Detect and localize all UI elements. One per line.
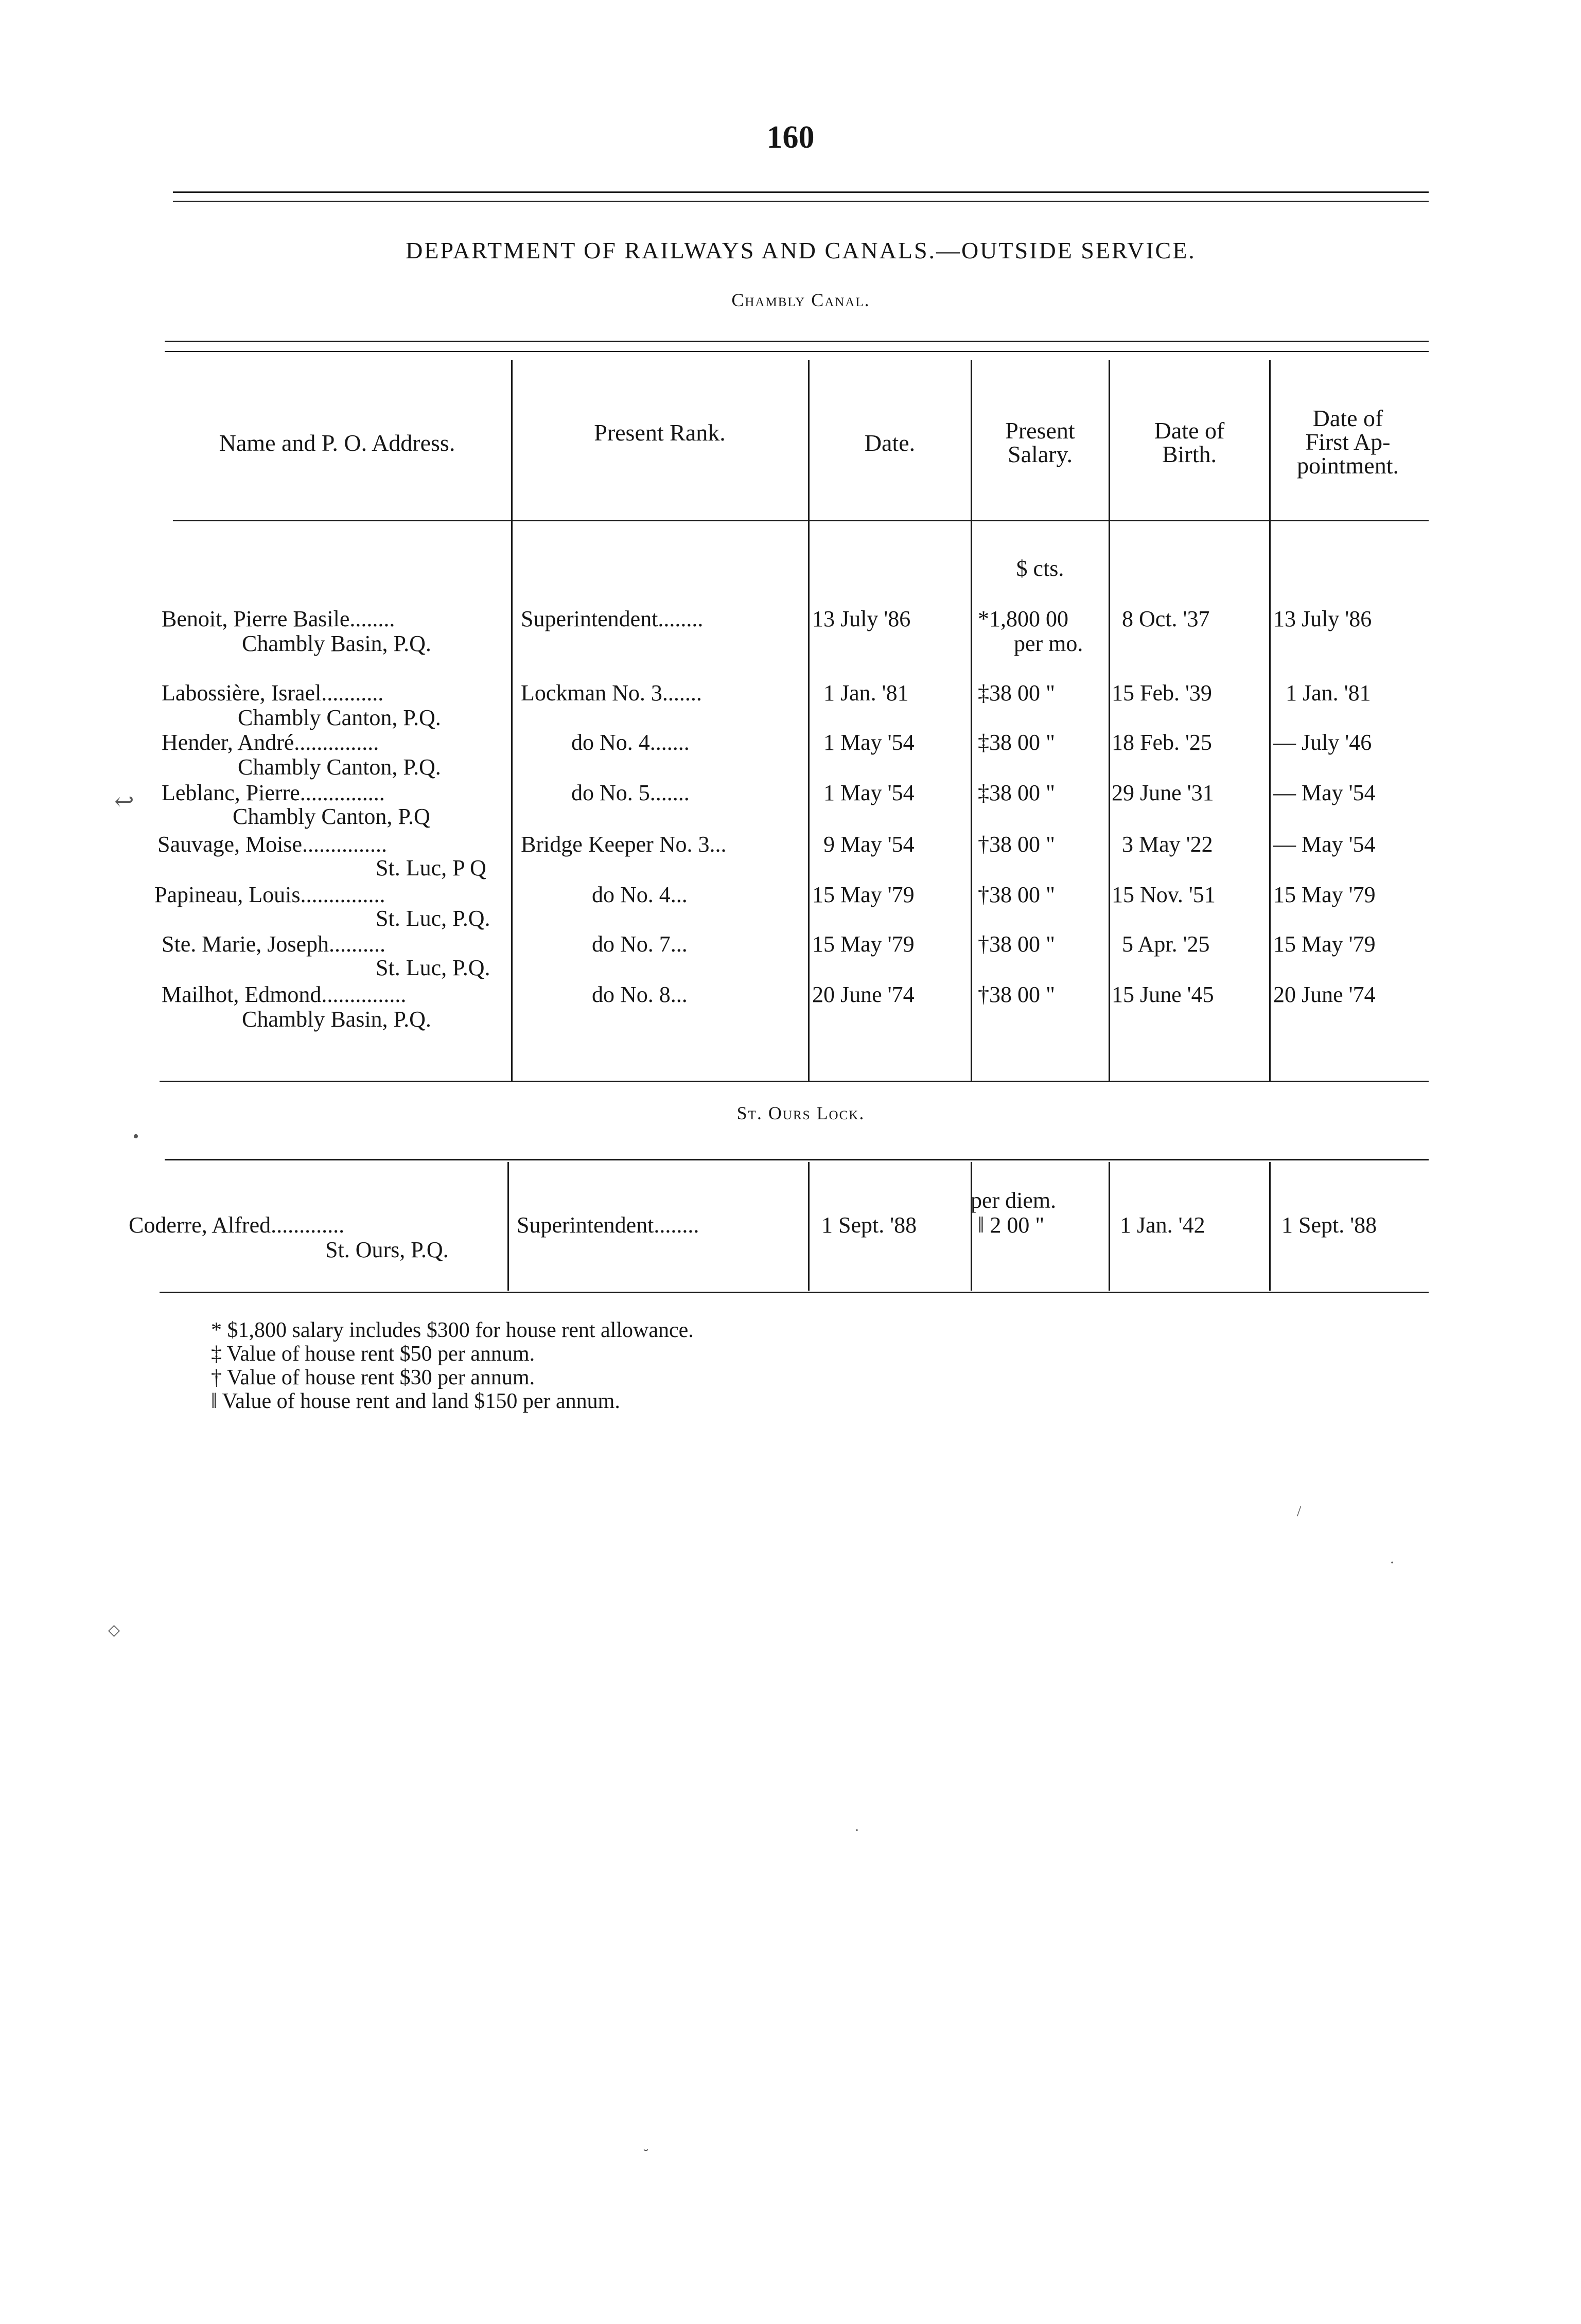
employee-address: Chambly Canton, P.Q. [238,754,441,780]
col-divider-2 [808,360,810,1081]
employee-name: Hender, André............... [162,730,379,755]
header-present-salary [972,419,1108,466]
employee-address: Chambly Canton, P.Q. [238,705,441,730]
present-rank: do No. 8... [592,982,688,1007]
present-salary: †38 00 " [978,882,1055,907]
header-present-salary-line-1: Present [1005,417,1075,444]
date-of-birth: 15 Nov. '51 [1112,882,1216,907]
top-rule-thin [173,201,1429,202]
present-salary: ‡38 00 " [978,680,1055,706]
salary-units: $ cts. [1016,556,1064,581]
present-salary: ‡38 00 " [978,780,1055,805]
scan-speck: · [1390,1554,1395,1571]
header-first-appointment-line-2: First Ap- [1305,429,1391,455]
date-of-birth: 15 Feb. '39 [1112,680,1212,706]
rank-date: 1 Jan. '81 [823,680,909,706]
footnote: ‡ Value of house rent $50 per annum. [211,1342,535,1366]
section-title-st-ours: St. Ours Lock. [736,1103,865,1123]
present-rank: Superintendent........ [521,606,704,631]
employee-address: Chambly Basin, P.Q. [242,1007,431,1032]
salary-note: per mo. [1014,631,1083,656]
scan-speck: • [133,1127,139,1146]
first-appointment: — July '46 [1273,730,1372,755]
header-first-appointment-line-3: pointment. [1296,452,1399,479]
header-present-salary-line-2: Salary. [1007,441,1073,467]
page-number: 160 [766,120,815,155]
present-salary: *1,800 00 [978,606,1068,631]
header-date-of-birth-line-2: Birth. [1162,441,1217,467]
employee-name: Ste. Marie, Joseph.......... [162,931,386,957]
employee-name: Benoit, Pierre Basile........ [162,606,395,631]
salary-note: per diem. [971,1188,1057,1213]
present-salary: ‡38 00 " [978,730,1055,755]
scan-speck: ◇ [108,1622,120,1639]
present-salary: †38 00 " [978,832,1055,857]
rank-date: 1 May '54 [823,780,915,805]
present-salary: †38 00 " [978,982,1055,1007]
header-first-appointment [1271,407,1425,478]
section-divider-rule [160,1081,1429,1082]
header-date-of-birth [1110,419,1269,466]
scan-mark: ↩ [114,788,134,815]
present-rank: Superintendent........ [517,1212,699,1238]
footnote: * $1,800 salary includes $300 for house rent allowance. [211,1318,694,1342]
st-ours-col-divider-2 [808,1162,810,1291]
present-rank: Lockman No. 3....... [521,680,702,706]
section-title-chambly: Chambly Canal. [731,290,870,310]
employee-address: St. Luc, P.Q. [376,906,490,931]
table-bottom-rule [160,1292,1429,1293]
footnotes [211,1318,694,1413]
date-of-birth: 29 June '31 [1112,780,1214,805]
first-appointment: 15 May '79 [1273,931,1376,957]
st-ours-col-divider-4 [1109,1162,1110,1291]
scan-speck: ˘ [643,2146,648,2163]
date-of-birth: 1 Jan. '42 [1120,1212,1205,1238]
first-appointment: — May '54 [1273,780,1376,805]
scan-speck: · [854,1822,859,1839]
st-ours-top-rule [165,1159,1429,1160]
header-date-of-birth-line-1: Date of [1154,417,1225,444]
date-of-birth: 8 Oct. '37 [1122,606,1210,631]
employee-address: St. Luc, P Q [376,855,486,881]
col-divider-4 [1109,360,1110,1081]
first-appointment: 15 May '79 [1273,882,1376,907]
st-ours-col-divider-3 [971,1162,972,1291]
rank-date: 1 May '54 [823,730,915,755]
rank-date: 20 June '74 [812,982,915,1007]
present-salary: ‖ 2 00 " [978,1212,1045,1238]
employee-name: Labossière, Israel........... [162,680,384,706]
present-rank: Bridge Keeper No. 3... [521,832,727,857]
header-first-appointment-line-1: Date of [1312,405,1383,431]
employee-name: Mailhot, Edmond............... [162,982,407,1007]
first-appointment: 1 Sept. '88 [1281,1212,1377,1238]
date-of-birth: 3 May '22 [1122,832,1213,857]
st-ours-col-divider-1 [507,1162,509,1291]
footnote: ‖ Value of house rent and land $150 per annum. [211,1389,620,1413]
employee-name: Sauvage, Moise............... [157,832,388,857]
present-rank: do No. 4... [592,882,688,907]
header-name-address: Name and P. O. Address. [219,430,455,456]
employee-address: St. Luc, P.Q. [376,955,490,980]
table-top-rule-thin [165,351,1429,352]
date-of-birth: 5 Apr. '25 [1122,931,1210,957]
rank-date: 13 July '86 [812,606,911,631]
first-appointment: — May '54 [1273,832,1376,857]
date-of-birth: 18 Feb. '25 [1112,730,1212,755]
employee-name: Coderre, Alfred............. [129,1212,345,1238]
rank-date: 15 May '79 [812,882,915,907]
date-of-birth: 15 June '45 [1112,982,1214,1007]
table-top-rule [165,341,1429,342]
employee-address: Chambly Basin, P.Q. [242,631,431,656]
employee-address: Chambly Canton, P.Q [233,804,430,829]
rank-date: 9 May '54 [823,832,915,857]
department-title: DEPARTMENT OF RAILWAYS AND CANALS.—OUTSIDE SERVICE. [406,237,1196,263]
st-ours-col-divider-5 [1269,1162,1271,1291]
col-divider-1 [511,360,513,1081]
footnote: † Value of house rent $30 per annum. [211,1366,535,1389]
first-appointment: 20 June '74 [1273,982,1376,1007]
rank-date: 15 May '79 [812,931,915,957]
present-salary: †38 00 " [978,931,1055,957]
header-bottom-rule [173,520,1429,521]
rank-date: 1 Sept. '88 [821,1212,917,1238]
scan-speck: / [1297,1503,1302,1520]
header-date: Date. [864,430,916,456]
employee-name: Papineau, Louis............... [154,882,385,907]
first-appointment: 1 Jan. '81 [1286,680,1371,706]
employee-address: St. Ours, P.Q. [325,1237,449,1262]
present-rank: do No. 7... [592,931,688,957]
header-present-rank: Present Rank. [594,419,726,446]
col-divider-3 [971,360,972,1081]
first-appointment: 13 July '86 [1273,606,1372,631]
employee-name: Leblanc, Pierre............... [162,780,385,805]
present-rank: do No. 4....... [571,730,690,755]
top-rule [173,191,1429,193]
present-rank: do No. 5....... [571,780,690,805]
